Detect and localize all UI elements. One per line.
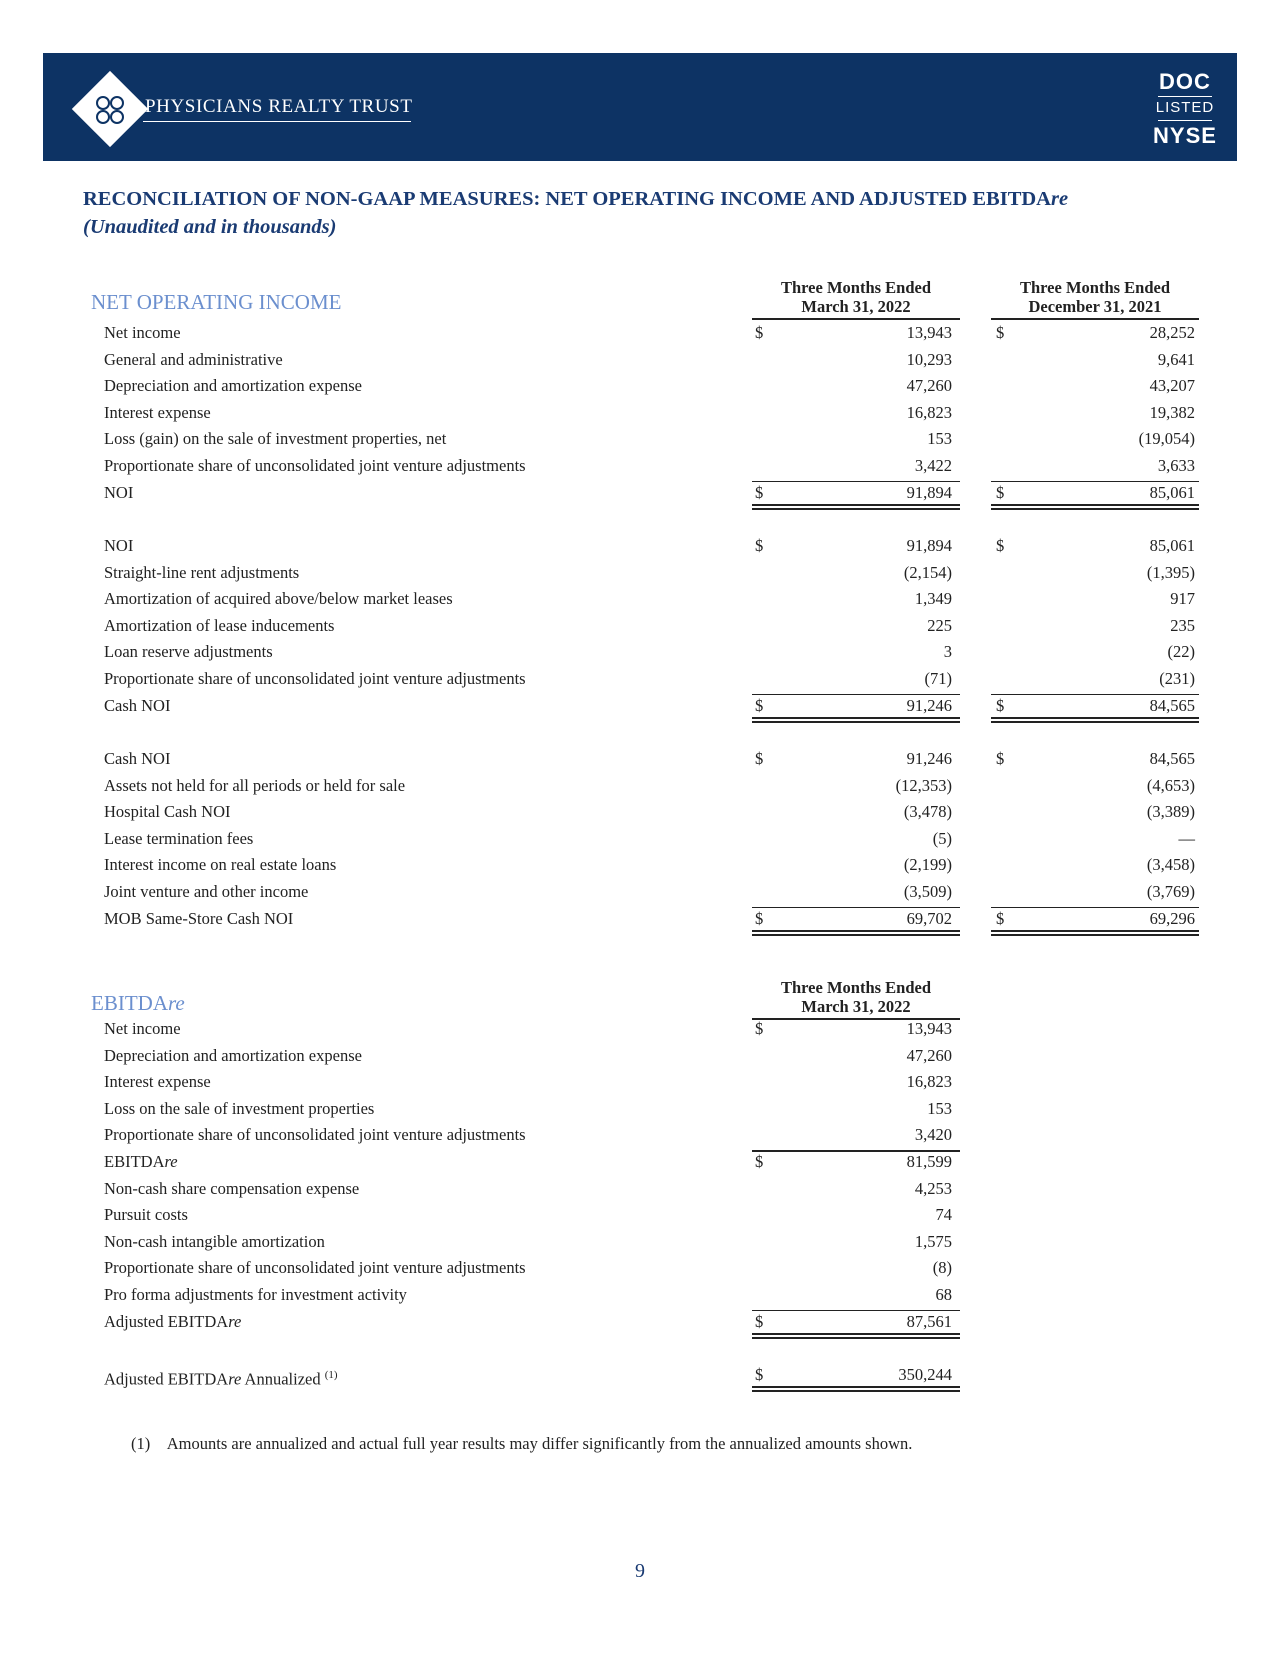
row-label-text: NOI (104, 536, 134, 555)
amount-q1: (3,509) (903, 882, 952, 901)
column-header-q4-2021 (991, 278, 1199, 316)
row-label (104, 1205, 188, 1225)
row-label (104, 855, 336, 875)
dollar-sign: $ (755, 908, 764, 928)
row-label-text: Pursuit costs (104, 1205, 188, 1225)
row-label (104, 1258, 526, 1278)
amount-q1: 91,246 (906, 749, 952, 768)
amount-q1: 4,253 (914, 1178, 952, 1198)
dollar-sign: $ (996, 323, 1005, 342)
row-label-text: Adjusted EBITDA (104, 1311, 229, 1331)
amount-q1: 153 (927, 429, 952, 449)
amount-q4: 19,382 (1149, 402, 1195, 422)
amount-q4: 235 (1170, 615, 1195, 635)
row-label-text: Net income (104, 1019, 181, 1038)
amount-q4: (231) (1159, 669, 1195, 688)
row-label (104, 696, 170, 716)
row-label (104, 882, 308, 902)
amount-q1: 153 (927, 1098, 952, 1118)
amount-q1: 13,943 (906, 323, 952, 342)
document-title (83, 188, 1068, 211)
row-label-text: Interest expense (104, 1072, 211, 1092)
amount-q1: (2,199) (903, 855, 952, 875)
row-label-text: EBITDA (104, 1152, 165, 1171)
row-label-text: Loss (gain) on the sale of investment properties, net (104, 429, 447, 449)
dollar-sign: $ (996, 482, 1005, 502)
row-label-text: Loan reserve adjustments (104, 642, 273, 662)
amount-q1: (71) (924, 669, 952, 688)
row-label-text: Lease termination fees (104, 828, 254, 848)
row-label-text: Adjusted EBITDA (104, 1369, 229, 1389)
row-label-text: Depreciation and amortization expense (104, 376, 362, 396)
amount-q1: (3,478) (903, 802, 952, 822)
dollar-sign: $ (755, 1311, 764, 1331)
document-title-main: RECONCILIATION OF NON-GAAP MEASURES: NET OPERATING INCOME AND ADJUSTED EBITDA (83, 188, 1051, 210)
row-label (104, 802, 231, 822)
row-label-text: Hospital Cash NOI (104, 802, 231, 822)
subtotal-rule (991, 907, 1199, 909)
ticker-listed: LISTED (1155, 99, 1215, 116)
company-name: PHYSICIANS REALTY TRUST (145, 96, 413, 117)
amount-q4: (1,395) (1146, 562, 1195, 582)
amount-q1: 10,293 (906, 349, 952, 369)
column-header-q1-line1: Three Months Ended (780, 278, 932, 297)
amount-q4: 85,061 (1149, 536, 1195, 555)
amount-q4: (19,054) (1138, 429, 1195, 449)
row-label-text: Cash NOI (104, 749, 171, 768)
row-label (104, 429, 446, 449)
amount-q4: 917 (1170, 589, 1195, 609)
row-label (104, 1285, 407, 1305)
section-heading-noi: NET OPERATING INCOME (91, 290, 342, 314)
row-label-tail: Annualized (241, 1369, 325, 1389)
amount-q1: 69,702 (906, 908, 952, 928)
row-label (104, 642, 273, 662)
amount-q1: 91,894 (906, 536, 952, 555)
dollar-sign: $ (996, 749, 1005, 768)
total-double-rule (752, 717, 960, 723)
row-label-text: Net income (104, 323, 181, 342)
row-label-text: Joint venture and other income (104, 882, 309, 901)
page-number: 9 (635, 1560, 645, 1582)
row-label (104, 1125, 526, 1145)
amount-q1: 1,575 (914, 1231, 952, 1251)
row-label-suffix: re (228, 1369, 242, 1389)
total-double-rule (752, 930, 960, 936)
amount-q1: 16,823 (906, 402, 952, 422)
document-title-suffix: re (1050, 188, 1069, 210)
ticker-exchange: NYSE (1153, 123, 1217, 148)
footnote-marker: (1) (131, 1434, 151, 1453)
amount-q1: 3 (943, 642, 952, 662)
dollar-sign: $ (755, 536, 764, 555)
row-label (104, 1232, 325, 1252)
row-label (104, 1019, 181, 1039)
ticker-symbol: DOC (1159, 69, 1211, 94)
subtotal-rule (752, 907, 960, 909)
amount-q4: 3,633 (1157, 456, 1195, 475)
amount-q1: 3,420 (914, 1125, 952, 1145)
row-label-text: Interest expense (104, 402, 211, 422)
column-header-q1-line2: March 31, 2022 (801, 297, 911, 316)
subtotal-rule (991, 694, 1199, 696)
total-double-rule (991, 930, 1199, 936)
amount-q1: 16,823 (906, 1072, 952, 1092)
footnote (131, 1434, 912, 1454)
total-double-rule (752, 504, 960, 510)
row-label (104, 829, 253, 849)
amount-q1: (5) (932, 828, 952, 848)
row-label (104, 483, 133, 503)
row-label (104, 563, 299, 583)
amount-q1: (8) (932, 1258, 952, 1278)
amount-q4: 84,565 (1149, 695, 1195, 715)
row-label-text: Proportionate share of unconsolidated joint venture adjustments (104, 1125, 526, 1145)
total-double-rule (752, 1333, 960, 1339)
row-label-text: Interest income on real estate loans (104, 855, 337, 875)
amount-q1: (2,154) (903, 562, 952, 582)
amount-q1: 91,894 (906, 482, 952, 502)
dollar-sign: $ (996, 536, 1005, 555)
total-double-rule (991, 717, 1199, 723)
row-label (104, 350, 283, 370)
row-label (104, 749, 170, 769)
row-label-text: General and administrative (104, 349, 283, 369)
row-label (104, 403, 211, 423)
row-label-text: NOI (104, 482, 134, 502)
amount-q4: 85,061 (1149, 482, 1195, 502)
amount-q4: (3,389) (1146, 802, 1195, 822)
amount-q4: 43,207 (1149, 376, 1195, 396)
column-header-q4-line2: December 31, 2021 (1028, 297, 1162, 316)
row-label-text: MOB Same-Store Cash NOI (104, 908, 294, 928)
amount-q4: — (1178, 828, 1195, 848)
amount-q4: 28,252 (1149, 323, 1195, 342)
amount-q1: 74 (935, 1205, 952, 1225)
dollar-sign: $ (755, 1152, 764, 1171)
dollar-sign: $ (755, 1019, 764, 1038)
amount-q1: 3,422 (914, 456, 952, 475)
dollar-sign: $ (996, 695, 1005, 715)
row-label (104, 669, 526, 689)
row-label (104, 536, 133, 556)
column-header-q1-2022 (752, 278, 960, 316)
row-label-text: Proportionate share of unconsolidated joint venture adjustments (104, 456, 526, 475)
ticker-divider-top (1158, 96, 1212, 97)
row-label (104, 323, 181, 343)
amount-q1: 81,599 (906, 1152, 952, 1171)
column-header-rule-q4 (991, 318, 1199, 320)
amount-q1: (12,353) (895, 775, 952, 795)
column-header-q4-line1: Three Months Ended (1019, 278, 1171, 297)
amount-q4: (22) (1167, 642, 1195, 662)
ebitda-column-header-line2: March 31, 2022 (801, 997, 911, 1016)
logo-knot-icon (84, 84, 136, 136)
amount-q4: 9,641 (1157, 349, 1195, 369)
row-label-text: Straight-line rent adjustments (104, 562, 300, 582)
section-heading-ebitda-suffix: re (168, 991, 185, 1015)
row-label (104, 1152, 178, 1172)
amount-q1: 225 (927, 615, 952, 635)
dollar-sign: $ (755, 695, 764, 715)
row-label-text: Loss on the sale of investment properties (104, 1098, 375, 1118)
dollar-sign: $ (755, 482, 764, 502)
amount-q4: (3,769) (1146, 882, 1195, 901)
row-label-suffix: re (228, 1311, 242, 1331)
row-label-text: Amortization of lease inducements (104, 615, 335, 635)
row-label-text: Pro forma adjustments for investment activity (104, 1285, 407, 1304)
footnote-text: Amounts are annualized and actual full year results may differ significantly from the annualized amounts shown. (166, 1434, 913, 1453)
row-label-text: Proportionate share of unconsolidated joint venture adjustments (104, 669, 526, 688)
amount-q1: 87,561 (906, 1311, 952, 1331)
row-label (104, 776, 405, 796)
ebitda-column-header-line1: Three Months Ended (780, 978, 932, 997)
annualized-double-rule (752, 1386, 960, 1392)
dollar-sign: $ (755, 1365, 764, 1384)
amount-q1: 68 (935, 1285, 952, 1304)
row-label-suffix: re (164, 1152, 178, 1171)
row-label (104, 1179, 359, 1199)
dollar-sign: $ (996, 908, 1005, 928)
total-double-rule (991, 504, 1199, 510)
subtotal-rule (752, 1150, 960, 1152)
row-label-text: Depreciation and amortization expense (104, 1045, 362, 1065)
row-label (104, 1365, 338, 1390)
subtotal-rule (752, 694, 960, 696)
row-label (104, 1312, 241, 1332)
row-label (104, 376, 362, 396)
row-label-text: Amortization of acquired above/below market leases (104, 589, 453, 609)
row-label (104, 1072, 211, 1092)
subtotal-rule (991, 481, 1199, 483)
row-label-text: Proportionate share of unconsolidated joint venture adjustments (104, 1258, 526, 1278)
row-label (104, 1099, 374, 1119)
dollar-sign: $ (755, 749, 764, 768)
subtotal-rule (752, 1310, 960, 1312)
amount-q4: (4,653) (1146, 775, 1195, 795)
amount-q1: 1,349 (914, 589, 952, 609)
row-label-text: Non-cash share compensation expense (104, 1178, 360, 1198)
row-label (104, 589, 453, 609)
ebitda-column-header-q1-2022 (752, 978, 960, 1016)
amount-q4: (3,458) (1146, 855, 1195, 875)
amount-q1: 350,244 (898, 1365, 952, 1384)
row-label-text: Cash NOI (104, 695, 171, 715)
subtotal-rule (752, 481, 960, 483)
amount-q1: 91,246 (906, 695, 952, 715)
row-label-text: Assets not held for all periods or held for sale (104, 775, 406, 795)
amount-q1: 47,260 (906, 1045, 952, 1065)
amount-q4: 84,565 (1149, 749, 1195, 768)
amount-q4: 69,296 (1149, 908, 1195, 928)
column-header-rule-q1 (752, 318, 960, 320)
row-label-text: Non-cash intangible amortization (104, 1231, 325, 1251)
document-subtitle: (Unaudited and in thousands) (83, 216, 337, 238)
row-label (104, 1046, 362, 1066)
section-heading-ebitda-main: EBITDA (91, 991, 168, 1015)
company-name-underline (143, 121, 411, 122)
row-label (104, 909, 293, 929)
dollar-sign: $ (755, 323, 764, 342)
ticker-divider-bottom (1158, 120, 1212, 121)
row-label (104, 616, 334, 636)
amount-q1: 47,260 (906, 376, 952, 396)
section-heading-ebitdare (91, 991, 185, 1016)
footnote-reference: (1) (324, 1369, 338, 1381)
row-label (104, 456, 526, 476)
amount-q1: 13,943 (906, 1019, 952, 1038)
